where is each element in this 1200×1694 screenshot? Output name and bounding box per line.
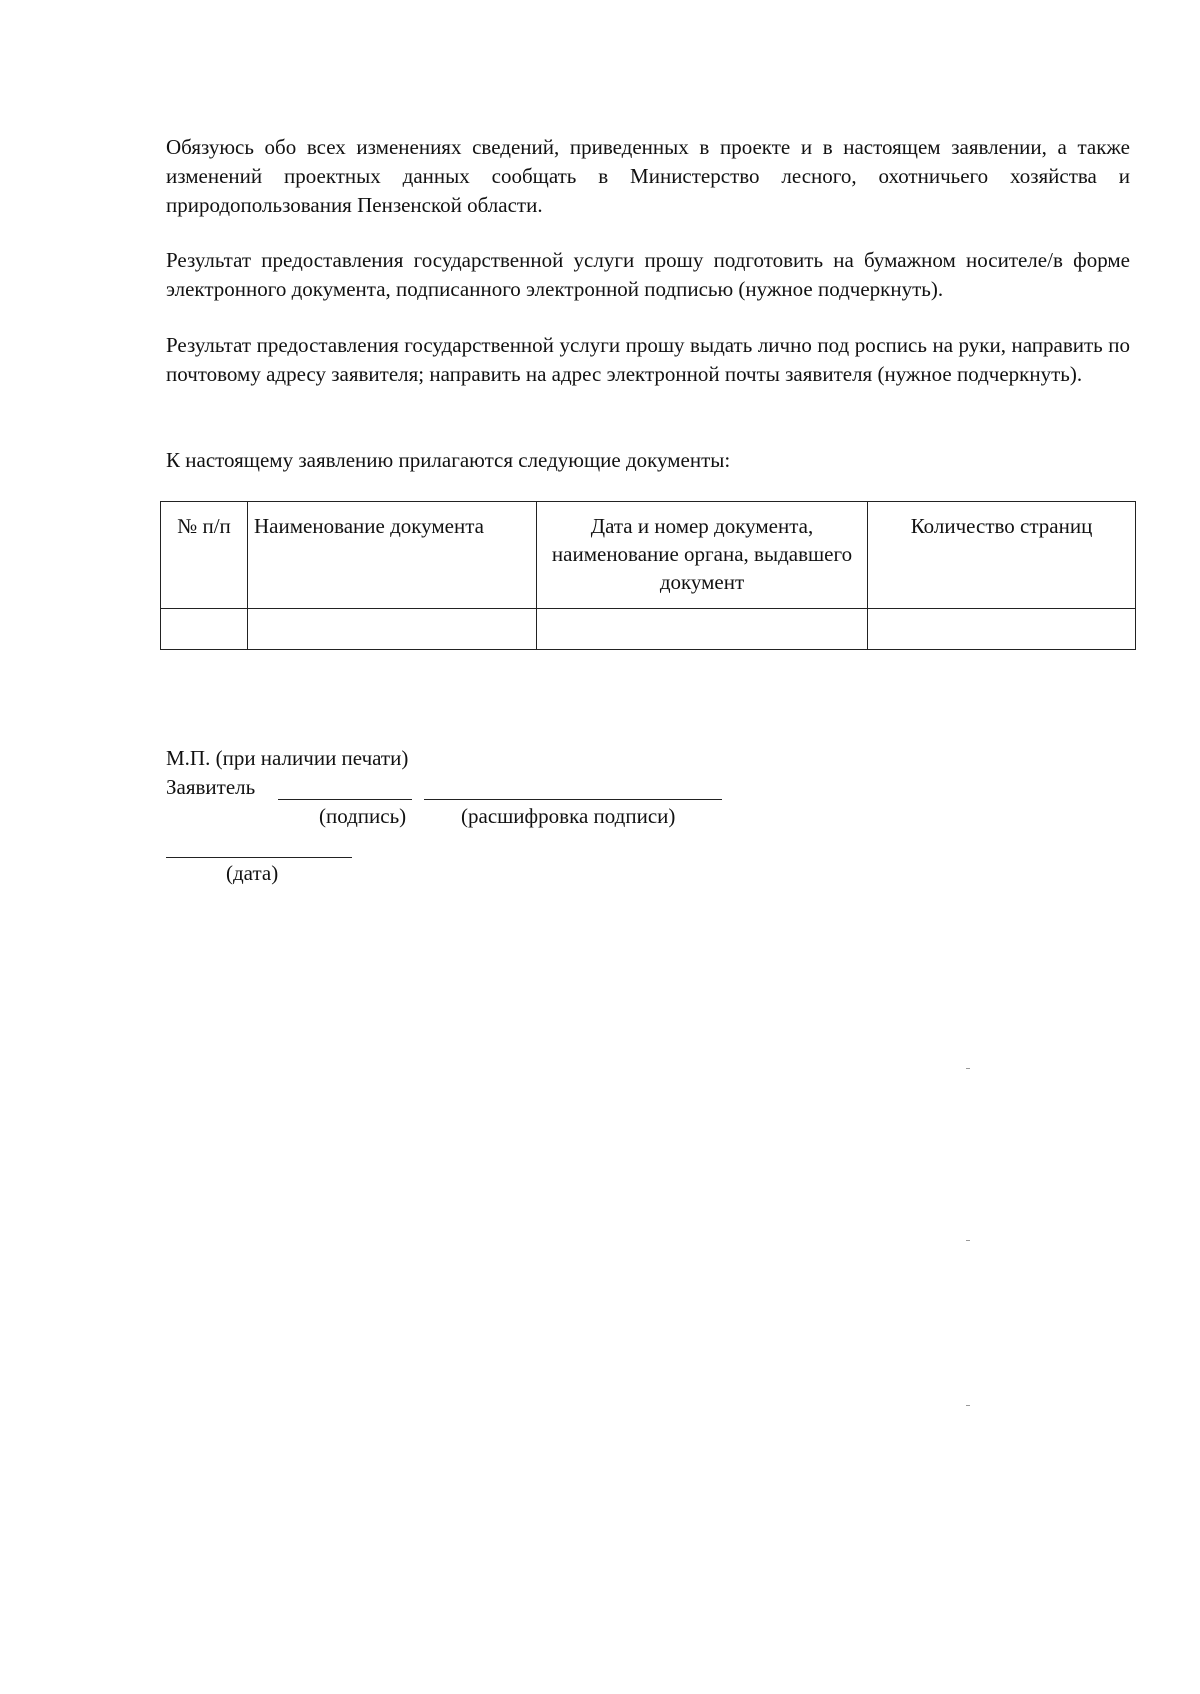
table-row [161, 609, 1136, 650]
result-delivery-paragraph: Результат предоставления государственной услуги прошу выдать лично под роспись на руки, направить по почтовому адресу заявителя; направить на адрес электронной почты заявителя (нужное подчеркнуть). [166, 333, 1130, 386]
table-cell [161, 609, 248, 650]
header-document-name: Наименование документа [248, 502, 537, 609]
scan-speck [966, 1068, 970, 1069]
table-cell [248, 609, 537, 650]
signature-caption: (подпись) [319, 804, 407, 828]
result-form-paragraph: Результат предоставления государственной услуги прошу подготовить на бумажном носителе/в форме электронного документа, подписанного электронной подписью (нужное подчеркнуть). [166, 248, 1130, 301]
scan-speck [966, 1240, 970, 1241]
signature-decoding-caption: (расшифровка подписи) [461, 804, 676, 828]
signature-line [278, 799, 412, 800]
header-number: № п/п [161, 502, 248, 609]
notification-obligation-paragraph: Обязуюсь обо всех изменениях сведений, приведенных в проекте и в настоящем заявлении, а также изменений проектных данных сообщать в Министерство лесного, охотничьего хозяйства и природопользования Пензенской области. [166, 135, 1130, 217]
date-caption: (дата) [226, 861, 279, 885]
header-date-number-issuer: Дата и номер документа, наименование органа, выдавшего документ [537, 502, 868, 609]
scan-speck [966, 1405, 970, 1406]
table-cell [537, 609, 868, 650]
applicant-label: Заявитель [166, 775, 256, 799]
stamp-note: М.П. (при наличии печати) [166, 746, 409, 770]
table-cell [868, 609, 1136, 650]
date-line [166, 857, 352, 858]
header-page-count: Количество страниц [868, 502, 1136, 609]
attachments-intro: К настоящему заявлению прилагаются следующие документы: [166, 448, 731, 472]
attachments-table [160, 501, 1136, 650]
signature-decoding-line [424, 799, 722, 800]
table-header-row [161, 502, 1136, 609]
